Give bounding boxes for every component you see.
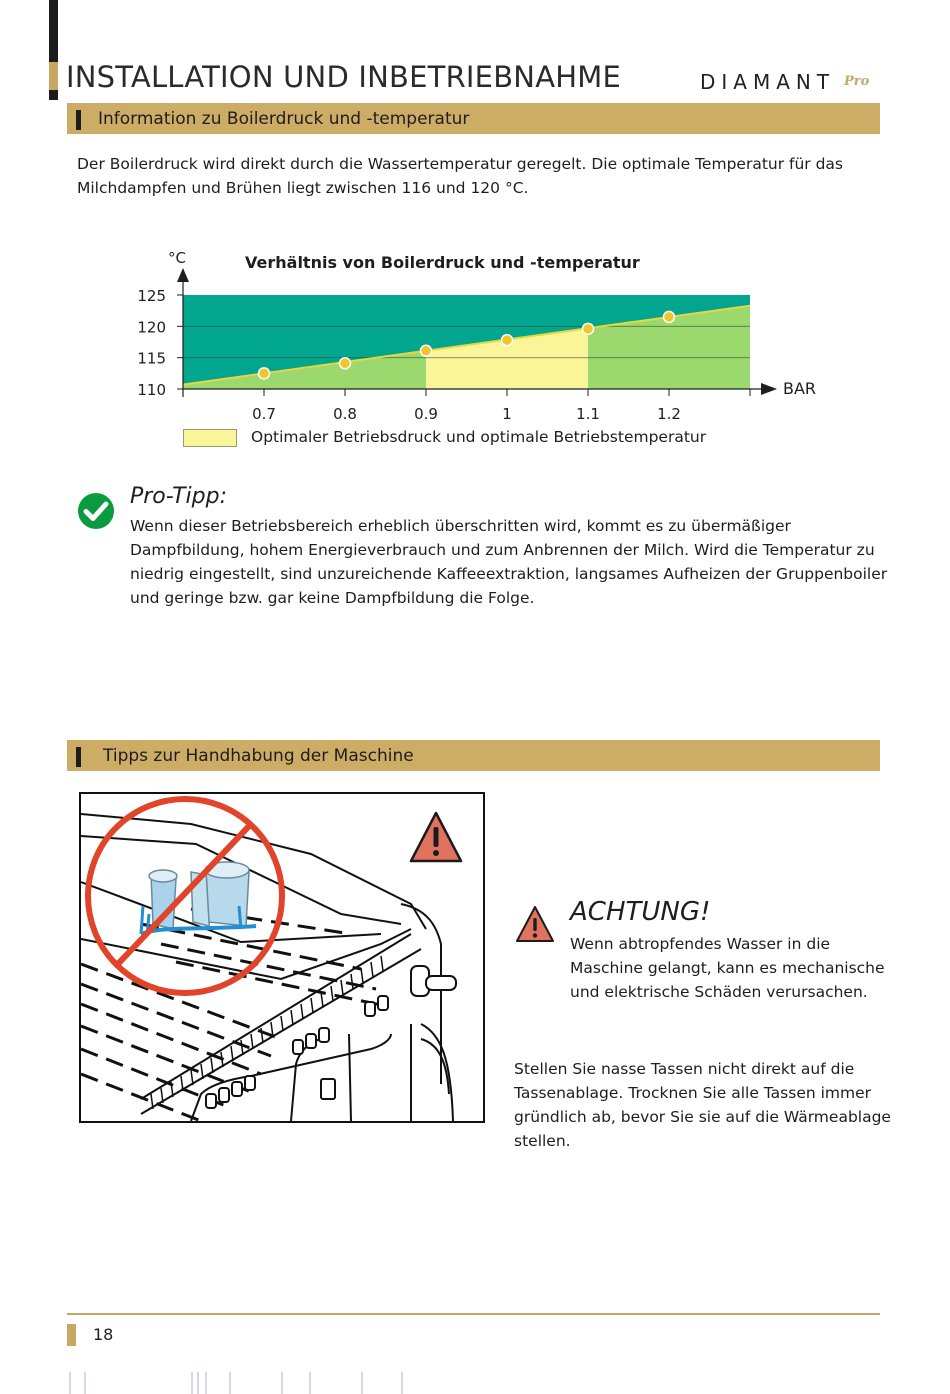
print-registration-marks (60, 1368, 460, 1394)
protip-line: Dampfbildung, hohem Energieverbrauch und zum Anbrennen der Milch. Wird die Temperatur zu (130, 541, 875, 559)
chart-point (583, 323, 594, 334)
intro-paragraph-line1: Der Boilerdruck wird direkt durch die Wassertemperatur geregelt. Die optimale Temperatur für das (77, 155, 844, 173)
header-side-bar-accent (49, 62, 58, 90)
chart-legend-swatch (183, 429, 237, 447)
chart-x-tick-label: 0.7 (252, 405, 276, 423)
protip-body (130, 514, 888, 610)
warning-line: und elektrische Schäden verursachen. (570, 983, 868, 1001)
chart-y-tick-label: 115 (137, 349, 166, 368)
chart-y-axis-arrow (177, 268, 189, 282)
chart-point (664, 311, 675, 322)
warning-triangle-icon (408, 810, 464, 864)
page-number: 18 (93, 1325, 114, 1344)
section-heading-label: Information zu Boilerdruck und -temperatur (98, 109, 470, 129)
chart-svg (120, 240, 840, 430)
protip-line: Wenn dieser Betriebsbereich erheblich überschritten wird, kommt es zu übermäßiger (130, 517, 791, 535)
chart-y-tick-label: 110 (137, 381, 166, 399)
protip-line: und geringe bzw. gar keine Dampfbildung die Folge. (130, 589, 535, 607)
intro-paragraph-line2: Milchdampfen und Brühen liegt zwischen 116 und 120 °C. (77, 179, 529, 197)
handling-line: Tassenablage. Trocknen Sie alle Tassen immer (514, 1084, 872, 1102)
chart-y-axis-label: °C (168, 249, 186, 267)
handling-line: Stellen Sie nasse Tassen nicht direkt auf die (514, 1060, 855, 1078)
footer-mark (67, 1324, 76, 1346)
chart-point (259, 368, 270, 379)
section-heading-label: Tipps zur Handhabung der Maschine (103, 746, 414, 766)
warning-body (570, 932, 890, 1004)
warning-line: Wenn abtropfendes Wasser in die (570, 935, 831, 953)
footer-divider (67, 1313, 880, 1315)
handling-line: gründlich ab, bevor Sie sie auf die Wärmeablage (514, 1108, 891, 1126)
chart-x-axis-label: BAR (783, 379, 817, 398)
chart-x-tick-label: 0.8 (333, 405, 357, 423)
section-heading-boiler (67, 103, 880, 134)
chart-point (502, 335, 513, 346)
chart-y-tick-label: 120 (137, 318, 166, 337)
chart-x-tick-label: 1 (502, 405, 512, 423)
chart-x-axis-arrow (761, 383, 777, 395)
section-heading-mark (76, 747, 81, 767)
chart-point (340, 358, 351, 369)
protip-title: Pro-Tipp: (130, 484, 228, 509)
check-circle-icon (77, 492, 115, 530)
handling-line: stellen. (514, 1132, 571, 1150)
chart-legend-label: Optimaler Betriebsdruck und optimale Betriebstemperatur (251, 428, 707, 446)
chart-y-tick-label: 125 (137, 287, 166, 305)
chart-title: Verhältnis von Boilerdruck und -temperatur (245, 253, 640, 272)
chart-point (421, 345, 432, 356)
section-heading-handling (67, 740, 880, 771)
warning-line: Maschine gelangt, kann es mechanische (570, 959, 885, 977)
page-title: INSTALLATION UND INBETRIEBNAHME (66, 60, 621, 94)
chart-x-tick-label: 1.1 (576, 405, 600, 423)
protip-line: niedrig eingestellt, sind unzureichende Kaffeeextraktion, langsames Aufheizen der Gruppenboiler (130, 565, 888, 583)
section-heading-mark (76, 110, 81, 130)
warning-triangle-icon (515, 905, 555, 943)
brand-logo-suffix: Pro (844, 74, 870, 89)
handling-instructions (514, 1057, 894, 1153)
chart-x-tick-label: 1.2 (657, 405, 681, 423)
brand-logo: DIAMANT (700, 70, 836, 94)
chart-x-tick-label: 0.9 (414, 405, 438, 423)
warning-title: ACHTUNG! (570, 897, 711, 927)
